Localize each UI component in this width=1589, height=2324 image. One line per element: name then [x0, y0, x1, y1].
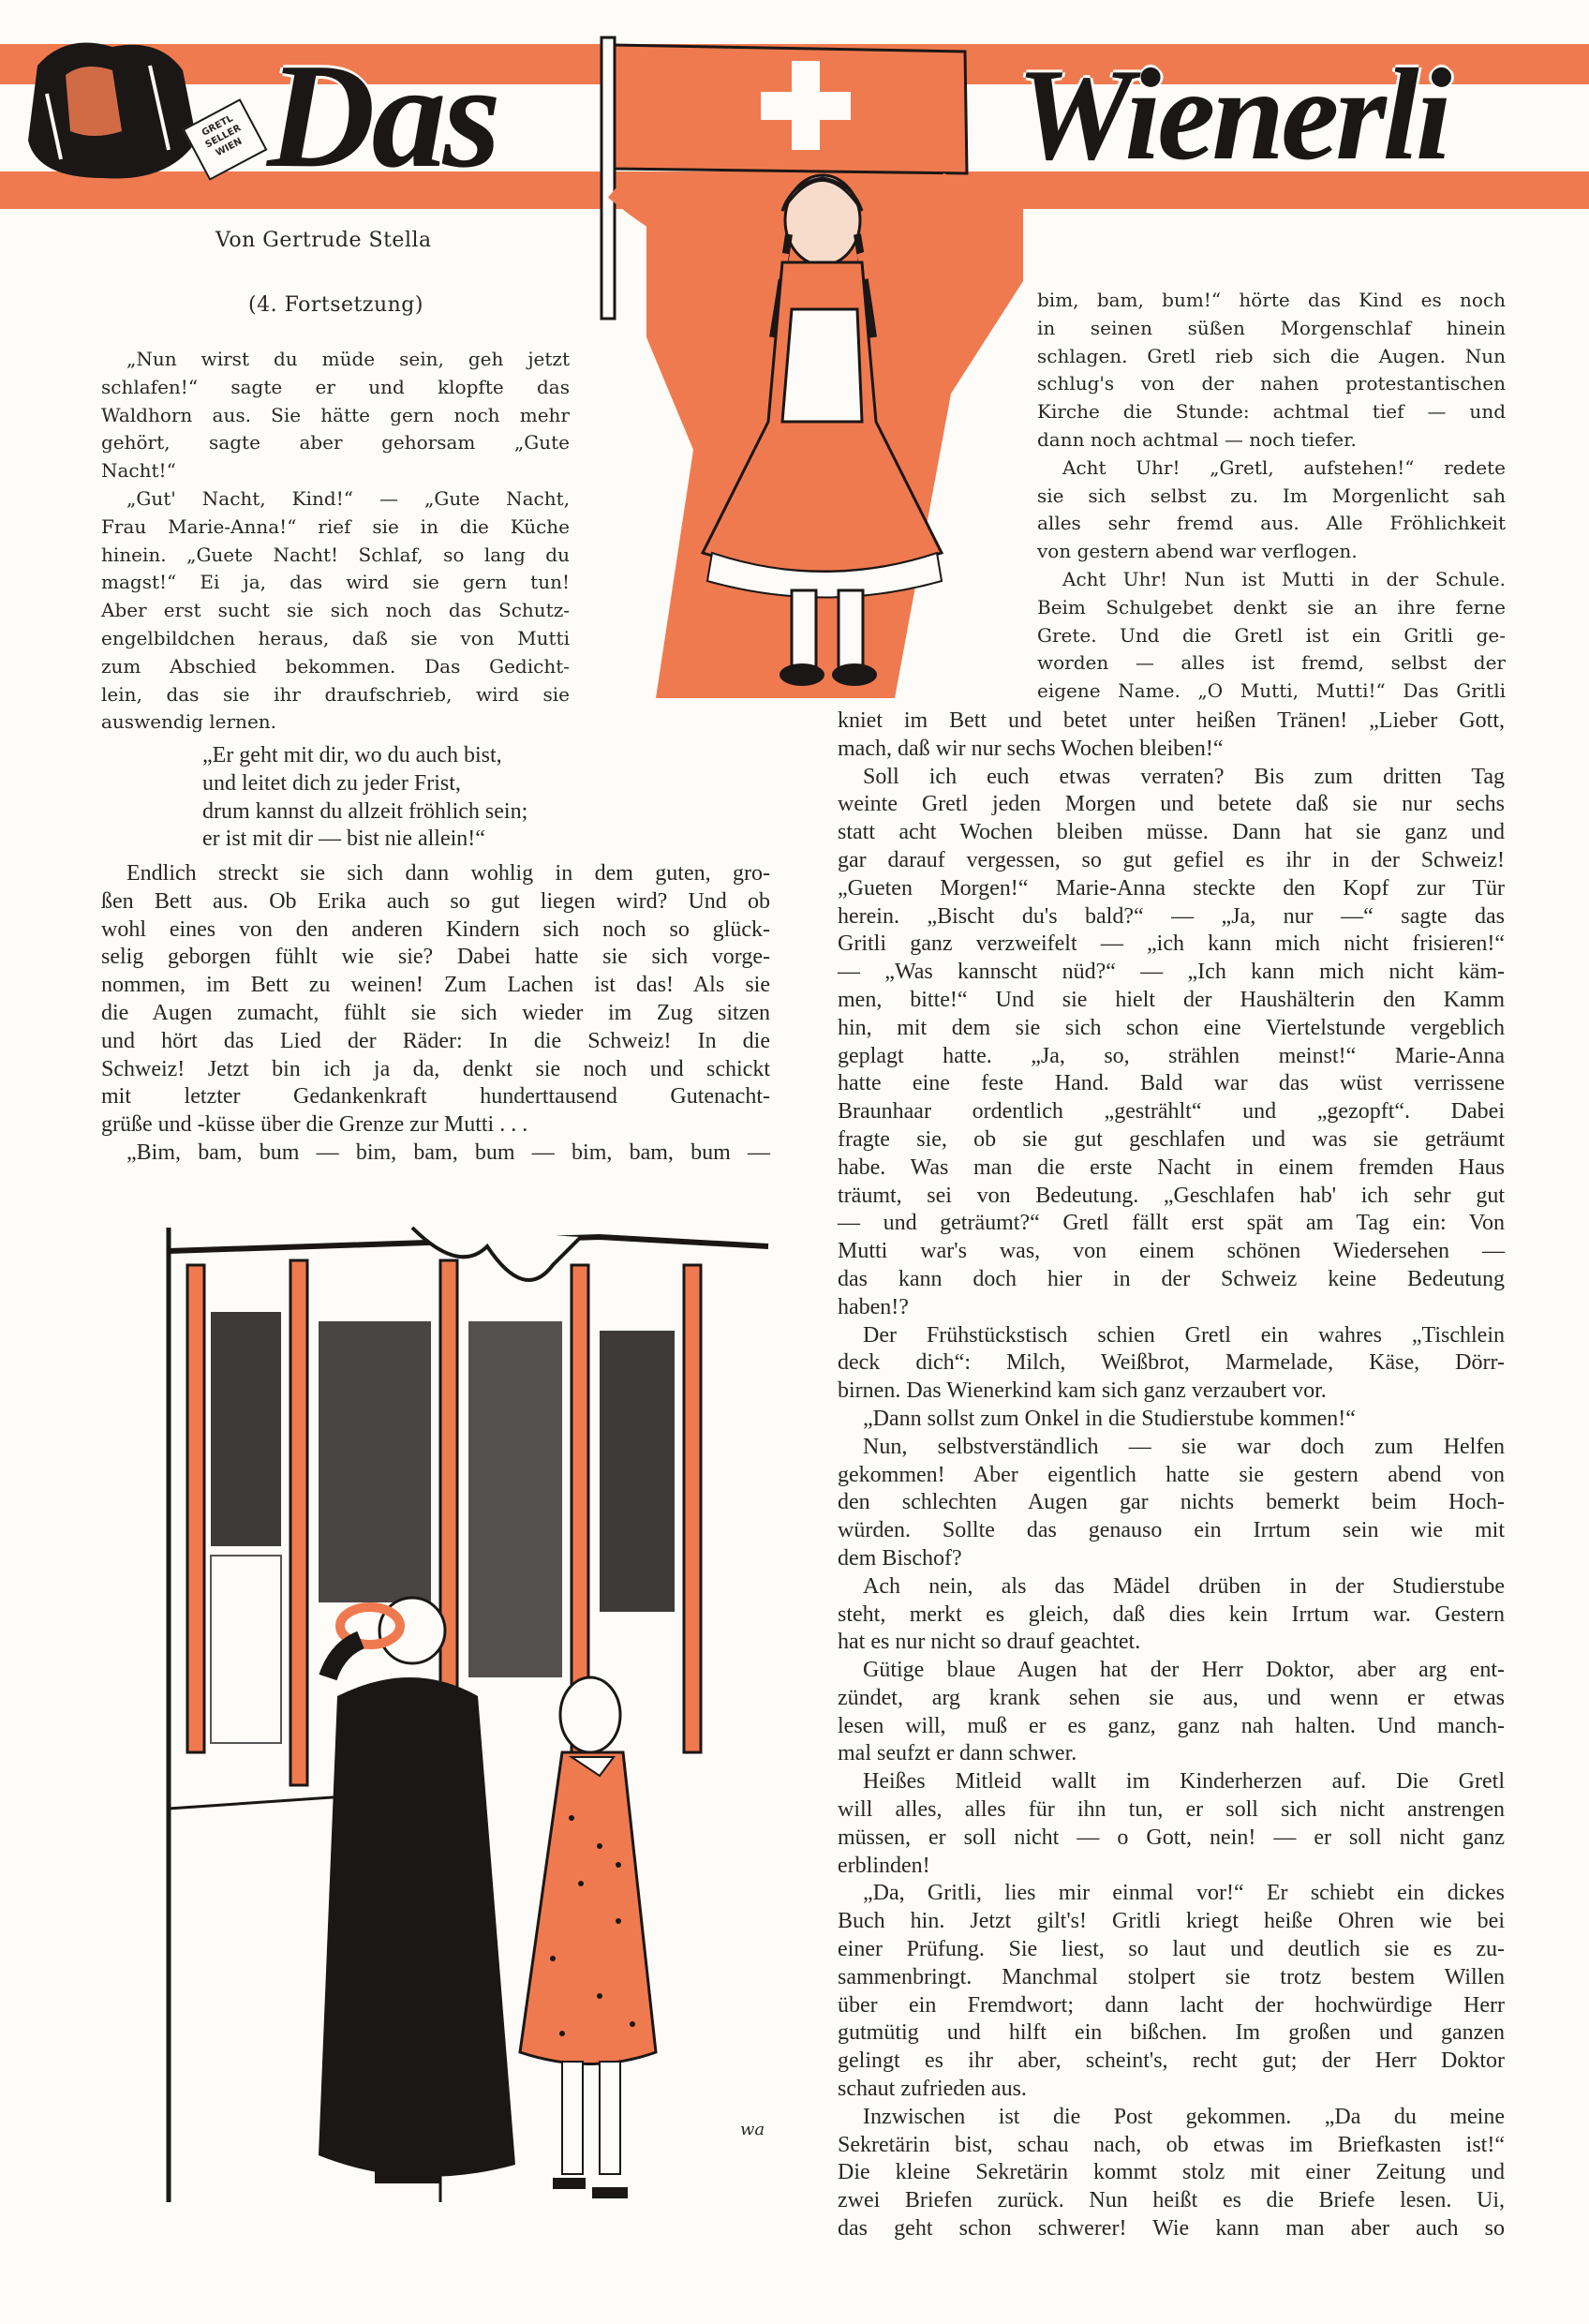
text-line: steht, merkt es gleich, daß dies kein Irrtum war. Gestern — [838, 1601, 1505, 1627]
left-column-top-text — [101, 346, 570, 737]
text-line: Buch hin. Jetzt gilt's! Gritli kriegt heiße Ohren wie bei — [838, 1909, 1505, 1934]
text-line: zwei Briefen zurück. Nun heißt es die Briefe lesen. Ui, — [838, 2188, 1505, 2213]
text-line: birnen. Das Wienerkind kam sich ganz verzaubert vor. — [838, 1378, 1327, 1404]
text-line: herein. „Bischt du's bald?“ — „Ja, nur —“ sagte das — [838, 903, 1505, 929]
text-line: einer Prüfung. Sie liest, so laut und deutlich sie es zu- — [838, 1937, 1505, 1962]
text-line: schlagen. Gretl rieb sich die Augen. Nun — [1037, 344, 1506, 367]
text-line: die Augen zumacht, fühlt sie sich wieder im Zug sitzen — [101, 1000, 770, 1025]
text-line: haben!? — [838, 1294, 909, 1319]
text-line: von gestern abend war verflogen. — [1037, 540, 1358, 563]
title-wienerli: Wienerli — [1017, 42, 1448, 187]
text-line: kniet im Bett und betet unter heißen Tränen! „Lieber Gott, — [838, 708, 1505, 733]
text-line: dann noch achtmal — noch tiefer. — [1037, 427, 1357, 451]
text-line: Der Frühstückstisch schien Gretl ein wahres „Tischlein — [863, 1322, 1505, 1348]
text-line: wohl eines von den anderen Kindern sich noch so glück- — [101, 916, 770, 942]
text-line: „Da, Gritli, lies mir einmal vor!“ Er schiebt ein dickes — [863, 1881, 1505, 1906]
text-line: alles sehr fremd aus. Alle Fröhlichkeit — [1037, 512, 1506, 535]
text-line: träumt, sei von Bedeutung. „Geschlafen hab' ich sehr gut — [838, 1183, 1505, 1208]
text-line: will alles, alles für ihn tun, er soll sich nicht anstrengen — [838, 1797, 1505, 1823]
text-line: „Er geht mit dir, wo du auch bist, — [202, 743, 502, 767]
text-line: Sekretärin bist, schau nach, ob etwas im Briefkasten ist!“ — [838, 2132, 1505, 2157]
text-line: würden. Sollte das genauso ein Irrtum sein wie mit — [838, 1518, 1505, 1543]
text-line: Endlich streckt sie sich dann wohlig in dem guten, gro- — [126, 861, 770, 886]
text-line: in seinen süßen Morgenschlaf hinein — [1037, 316, 1506, 339]
text-line: magst!“ Ei ja, das wird sie gern tun! — [101, 571, 570, 594]
text-line: Braunhaar ordentlich „gestrählt“ und „gezopft“. Dabei — [838, 1099, 1505, 1125]
girl-with-swiss-flag-illustration — [581, 28, 1031, 703]
author-byline: Von Gertrude Stella — [215, 229, 432, 252]
text-line: gehört, sagte aber gehorsam „Gute — [101, 431, 570, 454]
text-line: lesen will, muß er es ganz, ganz nah halten. Und manch- — [838, 1713, 1505, 1738]
text-line: Nun, selbstverständlich — sie war doch zum Helfen — [863, 1434, 1505, 1459]
text-line: hinein. „Guete Nacht! Schlaf, so lang du — [101, 543, 570, 566]
text-line: deck dich“: Milch, Weißbrot, Marmelade, Käse, Dörr- — [838, 1350, 1505, 1376]
text-line: Mutti war's was, von einem schönen Wiedersehen — — [838, 1239, 1505, 1264]
text-line: worden — alles ist fremd, selbst der — [1037, 651, 1506, 675]
text-line: nommen, im Bett zu weinen! Zum Lachen ist das! Als sie — [101, 973, 770, 998]
text-line: Waldhorn aus. Sie hätte gern noch mehr — [101, 403, 570, 426]
text-line: bim, bam, bum!“ hörte das Kind es noch — [1037, 289, 1506, 311]
text-line: mal seufzt er dann schwer. — [838, 1741, 1077, 1766]
illustrator-signature: wa — [740, 2120, 765, 2139]
text-line: hatte eine feste Hand. Bald war das wüst verrissene — [838, 1071, 1505, 1096]
text-line: „Dann sollst zum Onkel in die Studierstube kommen!“ — [863, 1406, 1356, 1431]
text-line: Ach nein, als das Mädel drüben in der Studierstube — [863, 1573, 1505, 1599]
text-line: gutmütig und hilft ein bißchen. Im großen und ganzen — [838, 2020, 1505, 2046]
installment-label: (4. Fortsetzung) — [248, 293, 423, 317]
study-room-illustration — [159, 1209, 778, 2230]
text-line: Inzwischen ist die Post gekommen. „Da du meine — [863, 2104, 1505, 2129]
text-line: dem Bischof? — [838, 1545, 962, 1571]
text-line: — und geträumt?“ Gretl fällt erst spät am Tag ein: Von — [838, 1211, 1505, 1236]
text-line: zündet, arg krank sehen sie aus, und wenn er etwas — [838, 1685, 1505, 1710]
text-line: schlafen!“ sagte er und klopfte das — [101, 375, 570, 398]
text-line: mach, daß wir nur sechs Wochen bleiben!“ — [838, 736, 1224, 761]
text-line: gar darauf vergessen, so gut gefiel es ihr in der Schweiz! — [838, 847, 1505, 872]
text-line: den schlechten Augen gar nichts bemerkt beim Hoch- — [838, 1490, 1505, 1515]
text-line: fragte sie, ob sie gut geschlafen und was sie geträumt — [838, 1126, 1505, 1152]
text-line: schaut zufrieden aus. — [838, 2077, 1027, 2102]
text-line: eigene Name. „O Mutti, Mutti!“ Das Gritli — [1037, 679, 1506, 703]
text-line: das geht schon schwerer! Wie kann man aber auch so — [838, 2216, 1505, 2242]
text-line: Heißes Mitleid wallt im Kinderherzen auf. Die Gretl — [863, 1769, 1505, 1795]
text-line: Kirche die Stunde: achtmal tief — und — [1037, 400, 1506, 424]
text-line: drum kannst du allzeit fröhlich sein; — [202, 798, 528, 824]
text-line: Acht Uhr! Nun ist Mutti in der Schule. — [1062, 567, 1506, 590]
text-line: schlug's von der nahen protestantischen — [1037, 372, 1506, 395]
text-line: „Gueten Morgen!“ Marie-Anna steckte den Kopf zur Tür — [838, 875, 1505, 901]
text-line: Frau Marie-Anna!“ rief sie in die Küche — [101, 514, 570, 538]
text-line: und hört das Lied der Räder: In die Schweiz! In die — [101, 1028, 770, 1053]
right-column-bottom-text — [838, 708, 1505, 2243]
text-line: Grete. Und die Gretl ist ein Gritli ge- — [1037, 623, 1506, 647]
text-line: er ist mit dir — bist nie allein!“ — [202, 827, 485, 852]
text-line: Nacht!“ — [101, 459, 176, 483]
text-line: „Nun wirst du müde sein, geh jetzt — [126, 348, 570, 370]
text-line: selig geborgen fühlt wie sie? Dabei hatte sie sich vorge- — [101, 945, 770, 970]
text-line: Gritli ganz verzweifelt — „ich kann mich nicht frisieren!“ — [838, 931, 1505, 957]
text-line: men, bitte!“ Und sie hielt der Haushälterin den Kamm — [838, 987, 1505, 1012]
left-column-bottom-text — [101, 860, 770, 1168]
text-line: und leitet dich zu jeder Frist, — [202, 770, 461, 796]
text-line: „Gut' Nacht, Kind!“ — „Gute Nacht, — [126, 486, 570, 510]
text-line: Gütige blaue Augen hat der Herr Doktor, aber arg ent- — [863, 1658, 1505, 1683]
text-line: erblinden! — [838, 1853, 930, 1878]
text-line: gekommen! Aber eigentlich hatte sie gestern abend von — [838, 1462, 1505, 1487]
text-line: geplagt hatte. „Ja, so, strählen meinst!“ Marie-Anna — [838, 1043, 1505, 1068]
text-line: mit letzter Gedankenkraft hunderttausend Gutenacht- — [101, 1084, 770, 1110]
text-line: engelbildchen heraus, daß sie von Mutti — [101, 626, 570, 649]
text-line: lein, das sie ihr draufschrieb, wird sie — [101, 682, 570, 706]
title-das: Das — [267, 32, 497, 199]
text-line: Aber erst sucht sie sich noch das Schutz- — [101, 599, 570, 622]
text-line: Beim Schulgebet denkt sie an ihre ferne — [1037, 595, 1506, 618]
text-line: weinte Gretl jeden Morgen und betete daß sie nur sechs — [838, 792, 1505, 817]
text-line: ßen Bett aus. Ob Erika auch so gut liegen wird? Und ob — [101, 888, 770, 914]
text-line: Die kleine Sekretärin kommt stolz mit einer Zeitung und — [838, 2160, 1505, 2185]
luggage-tag-text: GRETL SELLER WIEN — [200, 113, 245, 159]
text-line: sammenbringt. Manchmal stolpert sie trotz bestem Willen — [838, 1964, 1505, 1989]
text-line: das kann doch hier in der Schweiz keine Bedeutung — [838, 1266, 1505, 1291]
text-line: grüße und -küsse über die Grenze zur Mutti . . . — [101, 1112, 528, 1138]
text-line: sie sich selbst zu. Im Morgenlicht sah — [1037, 484, 1506, 507]
text-line: gelingt es ihr aber, scheint's, recht gut; der Herr Doktor — [838, 2048, 1505, 2074]
text-line: hat es nur nicht so drauf geachtet. — [838, 1630, 1141, 1655]
text-line: — „Was kannscht nüd?“ — „Ich kann mich nicht käm- — [838, 960, 1505, 985]
text-line: auswendig lernen. — [101, 710, 277, 734]
text-line: Acht Uhr! „Gretl, aufstehen!“ redete — [1062, 455, 1506, 479]
text-line: über ein Fremdwort; dann lacht der hochwürdige Herr — [838, 1992, 1505, 2018]
text-line: habe. Was man die erste Nacht in einem fremden Haus — [838, 1155, 1505, 1180]
text-line: hin, mit dem sie sich schon eine Viertelstunde vergeblich — [838, 1015, 1505, 1040]
text-line: zum Abschied bekommen. Das Gedicht- — [101, 654, 570, 678]
text-line: statt acht Wochen bleiben müsse. Dann hat sie ganz und — [838, 820, 1505, 845]
poem-text — [202, 742, 727, 854]
text-line: „Bim, bam, bum — bim, bam, bum — bim, bam, bum — — [126, 1140, 770, 1165]
right-column-top-text — [1037, 287, 1506, 706]
text-line: müssen, er soll nicht — o Gott, nein! — er soll nicht ganz — [838, 1825, 1505, 1850]
text-line: Schweiz! Jetzt bin ich ja da, denkt sie noch und schickt — [101, 1056, 770, 1081]
text-line: Soll ich euch etwas verraten? Bis zum dritten Tag — [863, 764, 1505, 789]
